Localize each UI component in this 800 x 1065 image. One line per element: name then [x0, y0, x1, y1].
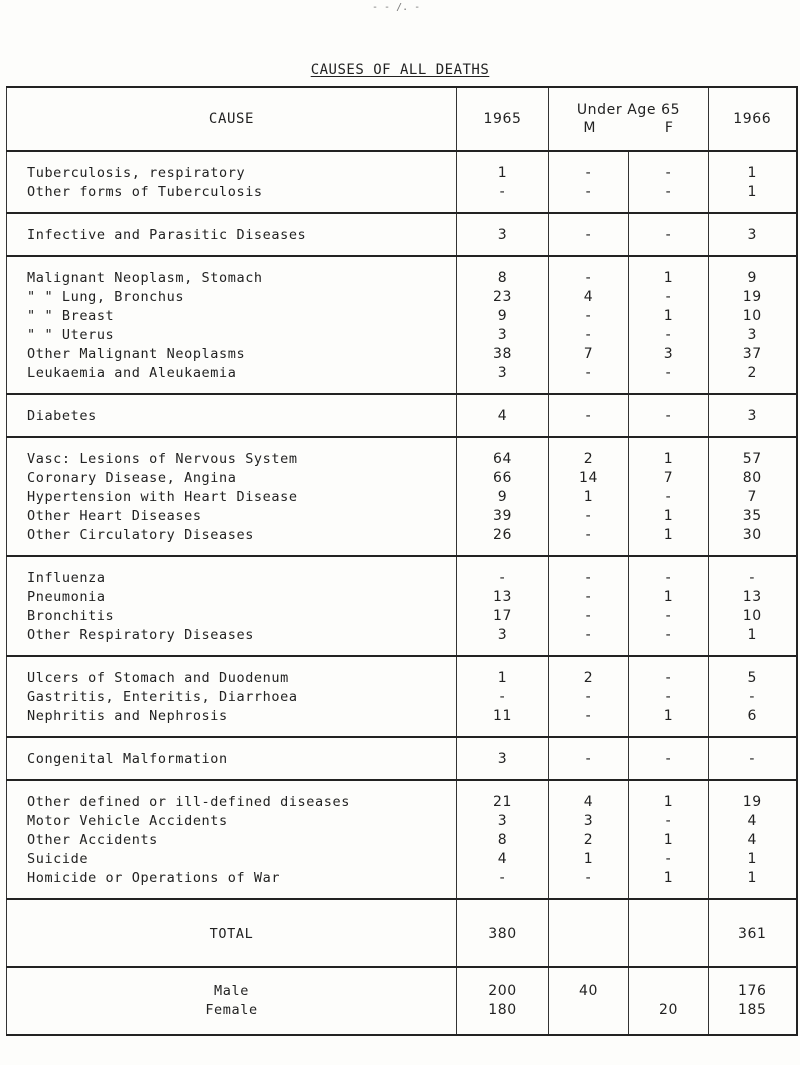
cause-cell: Hypertension with Heart Disease: [7, 488, 457, 507]
value-1965: 64: [457, 437, 549, 469]
value-under65-f: 3: [629, 345, 709, 364]
table-row: [7, 507, 797, 526]
cause-cell: Pneumonia: [7, 588, 457, 607]
value-1966: 37: [709, 345, 797, 364]
cause-cell: Other Respiratory Diseases: [7, 626, 457, 656]
value-1965: 38: [457, 345, 549, 364]
cause-cell: Nephritis and Nephrosis: [7, 707, 457, 737]
value-under65-m: -: [549, 151, 629, 183]
value-1966: 35: [709, 507, 797, 526]
cause-cell: Coronary Disease, Angina: [7, 469, 457, 488]
value-under65-f: 1: [629, 869, 709, 899]
value-under65-f: -: [629, 850, 709, 869]
value-under65-m: -: [549, 183, 629, 213]
value-1966: 7: [709, 488, 797, 507]
sex-row: [7, 967, 797, 1035]
value-1965: 66: [457, 469, 549, 488]
value-under65-f: -: [629, 151, 709, 183]
table-row: [7, 556, 797, 588]
table-row: [7, 469, 797, 488]
value-under65-m: -: [549, 526, 629, 556]
value-under65-f: 7: [629, 469, 709, 488]
value-under65-m: -: [549, 394, 629, 437]
cause-cell: " " Uterus: [7, 326, 457, 345]
value-1966: 2: [709, 364, 797, 394]
value-1966: 4: [709, 831, 797, 850]
total-1966: 361: [709, 899, 797, 967]
cause-cell: Vasc: Lesions of Nervous System: [7, 437, 457, 469]
sex-1965: [457, 967, 549, 1035]
total-label: TOTAL: [7, 899, 457, 967]
value-under65-f: -: [629, 364, 709, 394]
value-under65-f: 1: [629, 588, 709, 607]
value-1966: 4: [709, 812, 797, 831]
table-row: [7, 288, 797, 307]
page-mark: - - /. -: [372, 2, 421, 13]
table-row: [7, 780, 797, 812]
value-under65-m: 2: [549, 437, 629, 469]
value-1965: 3: [457, 737, 549, 780]
cause-cell: Other defined or ill-defined diseases: [7, 780, 457, 812]
value-1966: 80: [709, 469, 797, 488]
table-row: [7, 812, 797, 831]
value-1966: -: [709, 556, 797, 588]
page-title: CAUSES OF ALL DEATHS: [310, 62, 490, 78]
value-under65-f: -: [629, 656, 709, 688]
value-1965: 26: [457, 526, 549, 556]
value-1966: 13: [709, 588, 797, 607]
value-1966: 1: [709, 626, 797, 656]
value-1965: 3: [457, 213, 549, 256]
header-1966: 1966: [709, 87, 797, 151]
value-1965: 13: [457, 588, 549, 607]
value-1966: 1: [709, 183, 797, 213]
table-row: [7, 526, 797, 556]
value-1966: 10: [709, 607, 797, 626]
cause-cell: Other Accidents: [7, 831, 457, 850]
value-1966: 5: [709, 656, 797, 688]
table-row: [7, 394, 797, 437]
table-row: [7, 488, 797, 507]
value-under65-m: 1: [549, 850, 629, 869]
header-m: M: [583, 120, 597, 136]
value-under65-f: 1: [629, 707, 709, 737]
value-1966: 10: [709, 307, 797, 326]
value-1966: 57: [709, 437, 797, 469]
value-1965: 9: [457, 307, 549, 326]
header-f: F: [664, 120, 674, 136]
value-under65-f: 1: [629, 507, 709, 526]
table-row: [7, 707, 797, 737]
table-row: [7, 307, 797, 326]
value-1966: -: [709, 737, 797, 780]
value-under65-m: 2: [549, 656, 629, 688]
value-1965: 11: [457, 707, 549, 737]
header-under-age: [549, 87, 709, 151]
female-label: Female: [205, 1002, 258, 1018]
value-1966: -: [709, 688, 797, 707]
cause-cell: Homicide or Operations of War: [7, 869, 457, 899]
value-under65-f: -: [629, 688, 709, 707]
cause-cell: Other Malignant Neoplasms: [7, 345, 457, 364]
value-under65-f: 1: [629, 256, 709, 288]
value-under65-m: 3: [549, 812, 629, 831]
value-under65-f: -: [629, 556, 709, 588]
cause-cell: " " Breast: [7, 307, 457, 326]
value-under65-f: -: [629, 812, 709, 831]
cause-cell: Other forms of Tuberculosis: [7, 183, 457, 213]
value-under65-f: 1: [629, 437, 709, 469]
value-under65-m: -: [549, 607, 629, 626]
table-row: [7, 588, 797, 607]
value-under65-f: -: [629, 394, 709, 437]
total-under65-m: [549, 899, 629, 967]
value-under65-f: -: [629, 326, 709, 345]
value-1966: 9: [709, 256, 797, 288]
value-under65-m: -: [549, 707, 629, 737]
female-1966: 185: [737, 1002, 767, 1018]
cause-cell: Bronchitis: [7, 607, 457, 626]
value-1965: 23: [457, 288, 549, 307]
cause-cell: Ulcers of Stomach and Duodenum: [7, 656, 457, 688]
value-1966: 1: [709, 869, 797, 899]
value-1965: 3: [457, 812, 549, 831]
under65-f-total: [629, 967, 709, 1035]
value-1965: 3: [457, 326, 549, 345]
table-row: [7, 607, 797, 626]
value-1965: -: [457, 688, 549, 707]
value-1966: 1: [709, 151, 797, 183]
value-1965: 39: [457, 507, 549, 526]
table-row: [7, 437, 797, 469]
value-under65-f: -: [629, 626, 709, 656]
value-1965: 17: [457, 607, 549, 626]
header-1965: 1965: [457, 87, 549, 151]
value-1965: 1: [457, 151, 549, 183]
total-under65-f: [629, 899, 709, 967]
value-under65-m: 4: [549, 288, 629, 307]
value-1965: 4: [457, 850, 549, 869]
value-under65-m: 7: [549, 345, 629, 364]
value-under65-m: -: [549, 588, 629, 607]
value-under65-f: -: [629, 183, 709, 213]
cause-cell: Leukaemia and Aleukaemia: [7, 364, 457, 394]
value-1966: 30: [709, 526, 797, 556]
value-under65-m: -: [549, 326, 629, 345]
value-1965: 9: [457, 488, 549, 507]
value-1966: 19: [709, 288, 797, 307]
value-under65-f: -: [629, 607, 709, 626]
value-under65-m: 2: [549, 831, 629, 850]
table-header: [7, 87, 797, 151]
table-body: [7, 151, 797, 1035]
female-1965: 180: [488, 1002, 517, 1018]
table-row: [7, 256, 797, 288]
header-cause: CAUSE: [7, 87, 457, 151]
causes-table: [6, 86, 798, 1036]
cause-cell: Tuberculosis, respiratory: [7, 151, 457, 183]
total-1965: 380: [457, 899, 549, 967]
value-under65-f: 1: [629, 307, 709, 326]
table-row: [7, 213, 797, 256]
table-row: [7, 345, 797, 364]
value-under65-f: 1: [629, 526, 709, 556]
under65-m-value: 40: [578, 983, 598, 999]
value-1966: 3: [709, 213, 797, 256]
cause-cell: Influenza: [7, 556, 457, 588]
table-row: [7, 183, 797, 213]
value-under65-m: -: [549, 364, 629, 394]
value-1966: 1: [709, 850, 797, 869]
value-1965: 8: [457, 256, 549, 288]
value-under65-m: 4: [549, 780, 629, 812]
value-under65-m: -: [549, 507, 629, 526]
value-under65-m: -: [549, 626, 629, 656]
cause-cell: Infective and Parasitic Diseases: [7, 213, 457, 256]
value-under65-f: 1: [629, 780, 709, 812]
total-row: [7, 899, 797, 967]
male-label: Male: [214, 983, 249, 999]
value-1965: -: [457, 869, 549, 899]
value-1966: 3: [709, 394, 797, 437]
table-row: [7, 850, 797, 869]
value-1966: 19: [709, 780, 797, 812]
cause-cell: Motor Vehicle Accidents: [7, 812, 457, 831]
table-row: [7, 869, 797, 899]
value-under65-m: -: [549, 556, 629, 588]
table-row: [7, 364, 797, 394]
table-row: [7, 626, 797, 656]
sex-1966: [709, 967, 797, 1035]
cause-cell: Other Heart Diseases: [7, 507, 457, 526]
value-under65-f: -: [629, 213, 709, 256]
cause-cell: " " Lung, Bronchus: [7, 288, 457, 307]
value-under65-f: -: [629, 488, 709, 507]
table-row: [7, 656, 797, 688]
cause-cell: Malignant Neoplasm, Stomach: [7, 256, 457, 288]
value-under65-f: 1: [629, 831, 709, 850]
cause-cell: Diabetes: [7, 394, 457, 437]
under65-m-total: [549, 967, 629, 1035]
cause-cell: Gastritis, Enteritis, Diarrhoea: [7, 688, 457, 707]
table-row: [7, 688, 797, 707]
cause-cell: Congenital Malformation: [7, 737, 457, 780]
value-1966: 6: [709, 707, 797, 737]
value-1965: -: [457, 556, 549, 588]
value-1966: 3: [709, 326, 797, 345]
value-1965: 3: [457, 364, 549, 394]
table-row: [7, 151, 797, 183]
male-1966: 176: [737, 983, 767, 999]
value-1965: 3: [457, 626, 549, 656]
value-under65-m: 14: [549, 469, 629, 488]
value-1965: 8: [457, 831, 549, 850]
value-under65-m: -: [549, 213, 629, 256]
value-1965: 1: [457, 656, 549, 688]
cause-cell: Other Circulatory Diseases: [7, 526, 457, 556]
male-1965: 200: [488, 983, 517, 999]
sex-labels: [7, 967, 457, 1035]
value-1965: -: [457, 183, 549, 213]
header-under-age-label: Under Age 65: [576, 102, 681, 118]
cause-cell: Suicide: [7, 850, 457, 869]
value-under65-f: -: [629, 288, 709, 307]
table-row: [7, 831, 797, 850]
value-under65-m: -: [549, 869, 629, 899]
table-row: [7, 737, 797, 780]
value-under65-f: -: [629, 737, 709, 780]
value-under65-m: -: [549, 737, 629, 780]
value-1965: 21: [457, 780, 549, 812]
value-under65-m: 1: [549, 488, 629, 507]
value-under65-m: -: [549, 256, 629, 288]
table-row: [7, 326, 797, 345]
value-under65-m: -: [549, 307, 629, 326]
value-1965: 4: [457, 394, 549, 437]
under65-f-value: 20: [658, 1002, 678, 1018]
value-under65-m: -: [549, 688, 629, 707]
